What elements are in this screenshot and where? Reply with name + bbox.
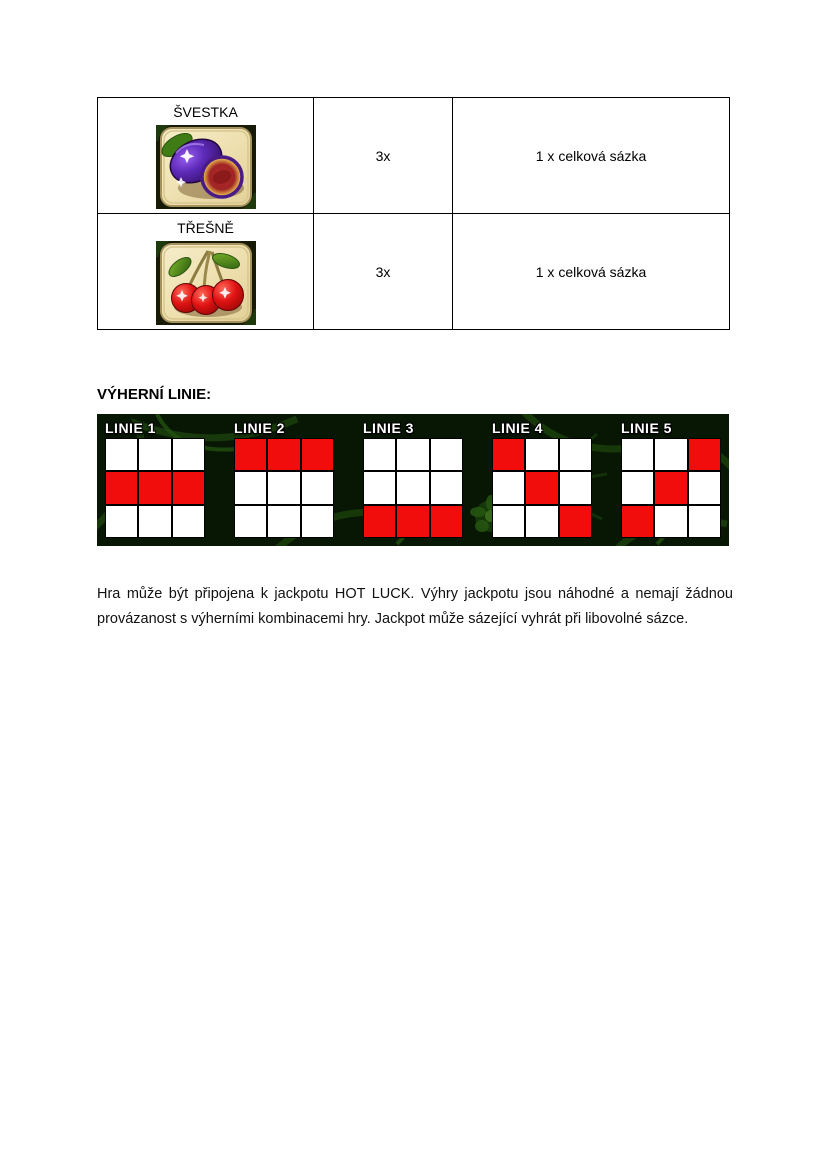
payline-cell-on [560,506,591,537]
plum-icon [156,125,256,209]
payline-cell-off [622,439,653,470]
payline-grid [105,438,205,538]
payline-cell-off [173,439,204,470]
payline-cell-off [655,506,686,537]
payline-cell-on [302,439,333,470]
payline-cell-off [235,472,266,503]
payline-cell-off [689,472,720,503]
payline-grid [363,438,463,538]
payline-cell-on [622,506,653,537]
payline-cell-on [689,439,720,470]
payline-1 [105,420,205,546]
count-cell: 3x [314,214,453,330]
payline-cell-off [173,506,204,537]
payline-label: LINIE 5 [621,420,672,436]
payline-cell-off [431,472,462,503]
payline-grid [621,438,721,538]
payline-cell-on [268,439,299,470]
payline-cell-off [106,506,137,537]
payline-cell-off [655,439,686,470]
payline-cell-off [397,472,428,503]
symbol-cell [98,214,314,330]
jackpot-paragraph: Hra může být připojena k jackpotu HOT LUCK. Výhry jackpotu jsou náhodné a nemají žádnou provázanost s výherními kombinacemi hry. Jackpot může sázející vyhrát při libovolné sázce. [97,586,733,627]
payline-cell-on [139,472,170,503]
payline-cell-off [302,506,333,537]
payline-grid [492,438,592,538]
payline-cell-off [364,439,395,470]
payline-label: LINIE 2 [234,420,285,436]
payline-cell-on [397,506,428,537]
payout-cell: 1 x celková sázka [453,214,730,330]
payline-cell-off [139,439,170,470]
payline-cell-off [493,472,524,503]
payout-cell: 1 x celková sázka [453,98,730,214]
payout-table [97,97,730,330]
payline-cell-off [268,506,299,537]
payline-3 [363,420,463,546]
payline-label: LINIE 4 [492,420,543,436]
symbol-name: TŘEŠNĚ [177,220,234,236]
payline-cell-off [560,439,591,470]
payline-cell-off [139,506,170,537]
payline-cell-off [302,472,333,503]
paylines-banner [97,414,729,546]
payline-2 [234,420,334,546]
table-row-tresne [98,214,730,330]
payline-cell-off [622,472,653,503]
payline-cell-off [493,506,524,537]
payline-grid [234,438,334,538]
payline-cell-on [106,472,137,503]
payline-cell-on [655,472,686,503]
table-row-svestka [98,98,730,214]
payline-4 [492,420,592,546]
paylines-heading: VÝHERNÍ LINIE: [97,386,212,403]
payline-cell-off [526,439,557,470]
payline-cell-off [106,439,137,470]
count-cell: 3x [314,98,453,214]
payline-cell-on [364,506,395,537]
payline-cell-on [493,439,524,470]
symbol-name: ŠVESTKA [173,104,238,120]
payline-cell-off [526,506,557,537]
payline-label: LINIE 1 [105,420,156,436]
payline-cell-on [235,439,266,470]
payline-cell-on [431,506,462,537]
payline-cell-off [397,439,428,470]
payline-cell-off [689,506,720,537]
payline-cell-off [235,506,266,537]
payline-cell-off [431,439,462,470]
payline-5 [621,420,721,546]
payline-cell-off [560,472,591,503]
payline-cell-off [364,472,395,503]
paylines-banner-grids [97,414,729,546]
payline-cell-on [173,472,204,503]
payline-cell-off [268,472,299,503]
payline-label: LINIE 3 [363,420,414,436]
payline-cell-on [526,472,557,503]
cherries-icon [156,241,256,325]
symbol-cell [98,98,314,214]
